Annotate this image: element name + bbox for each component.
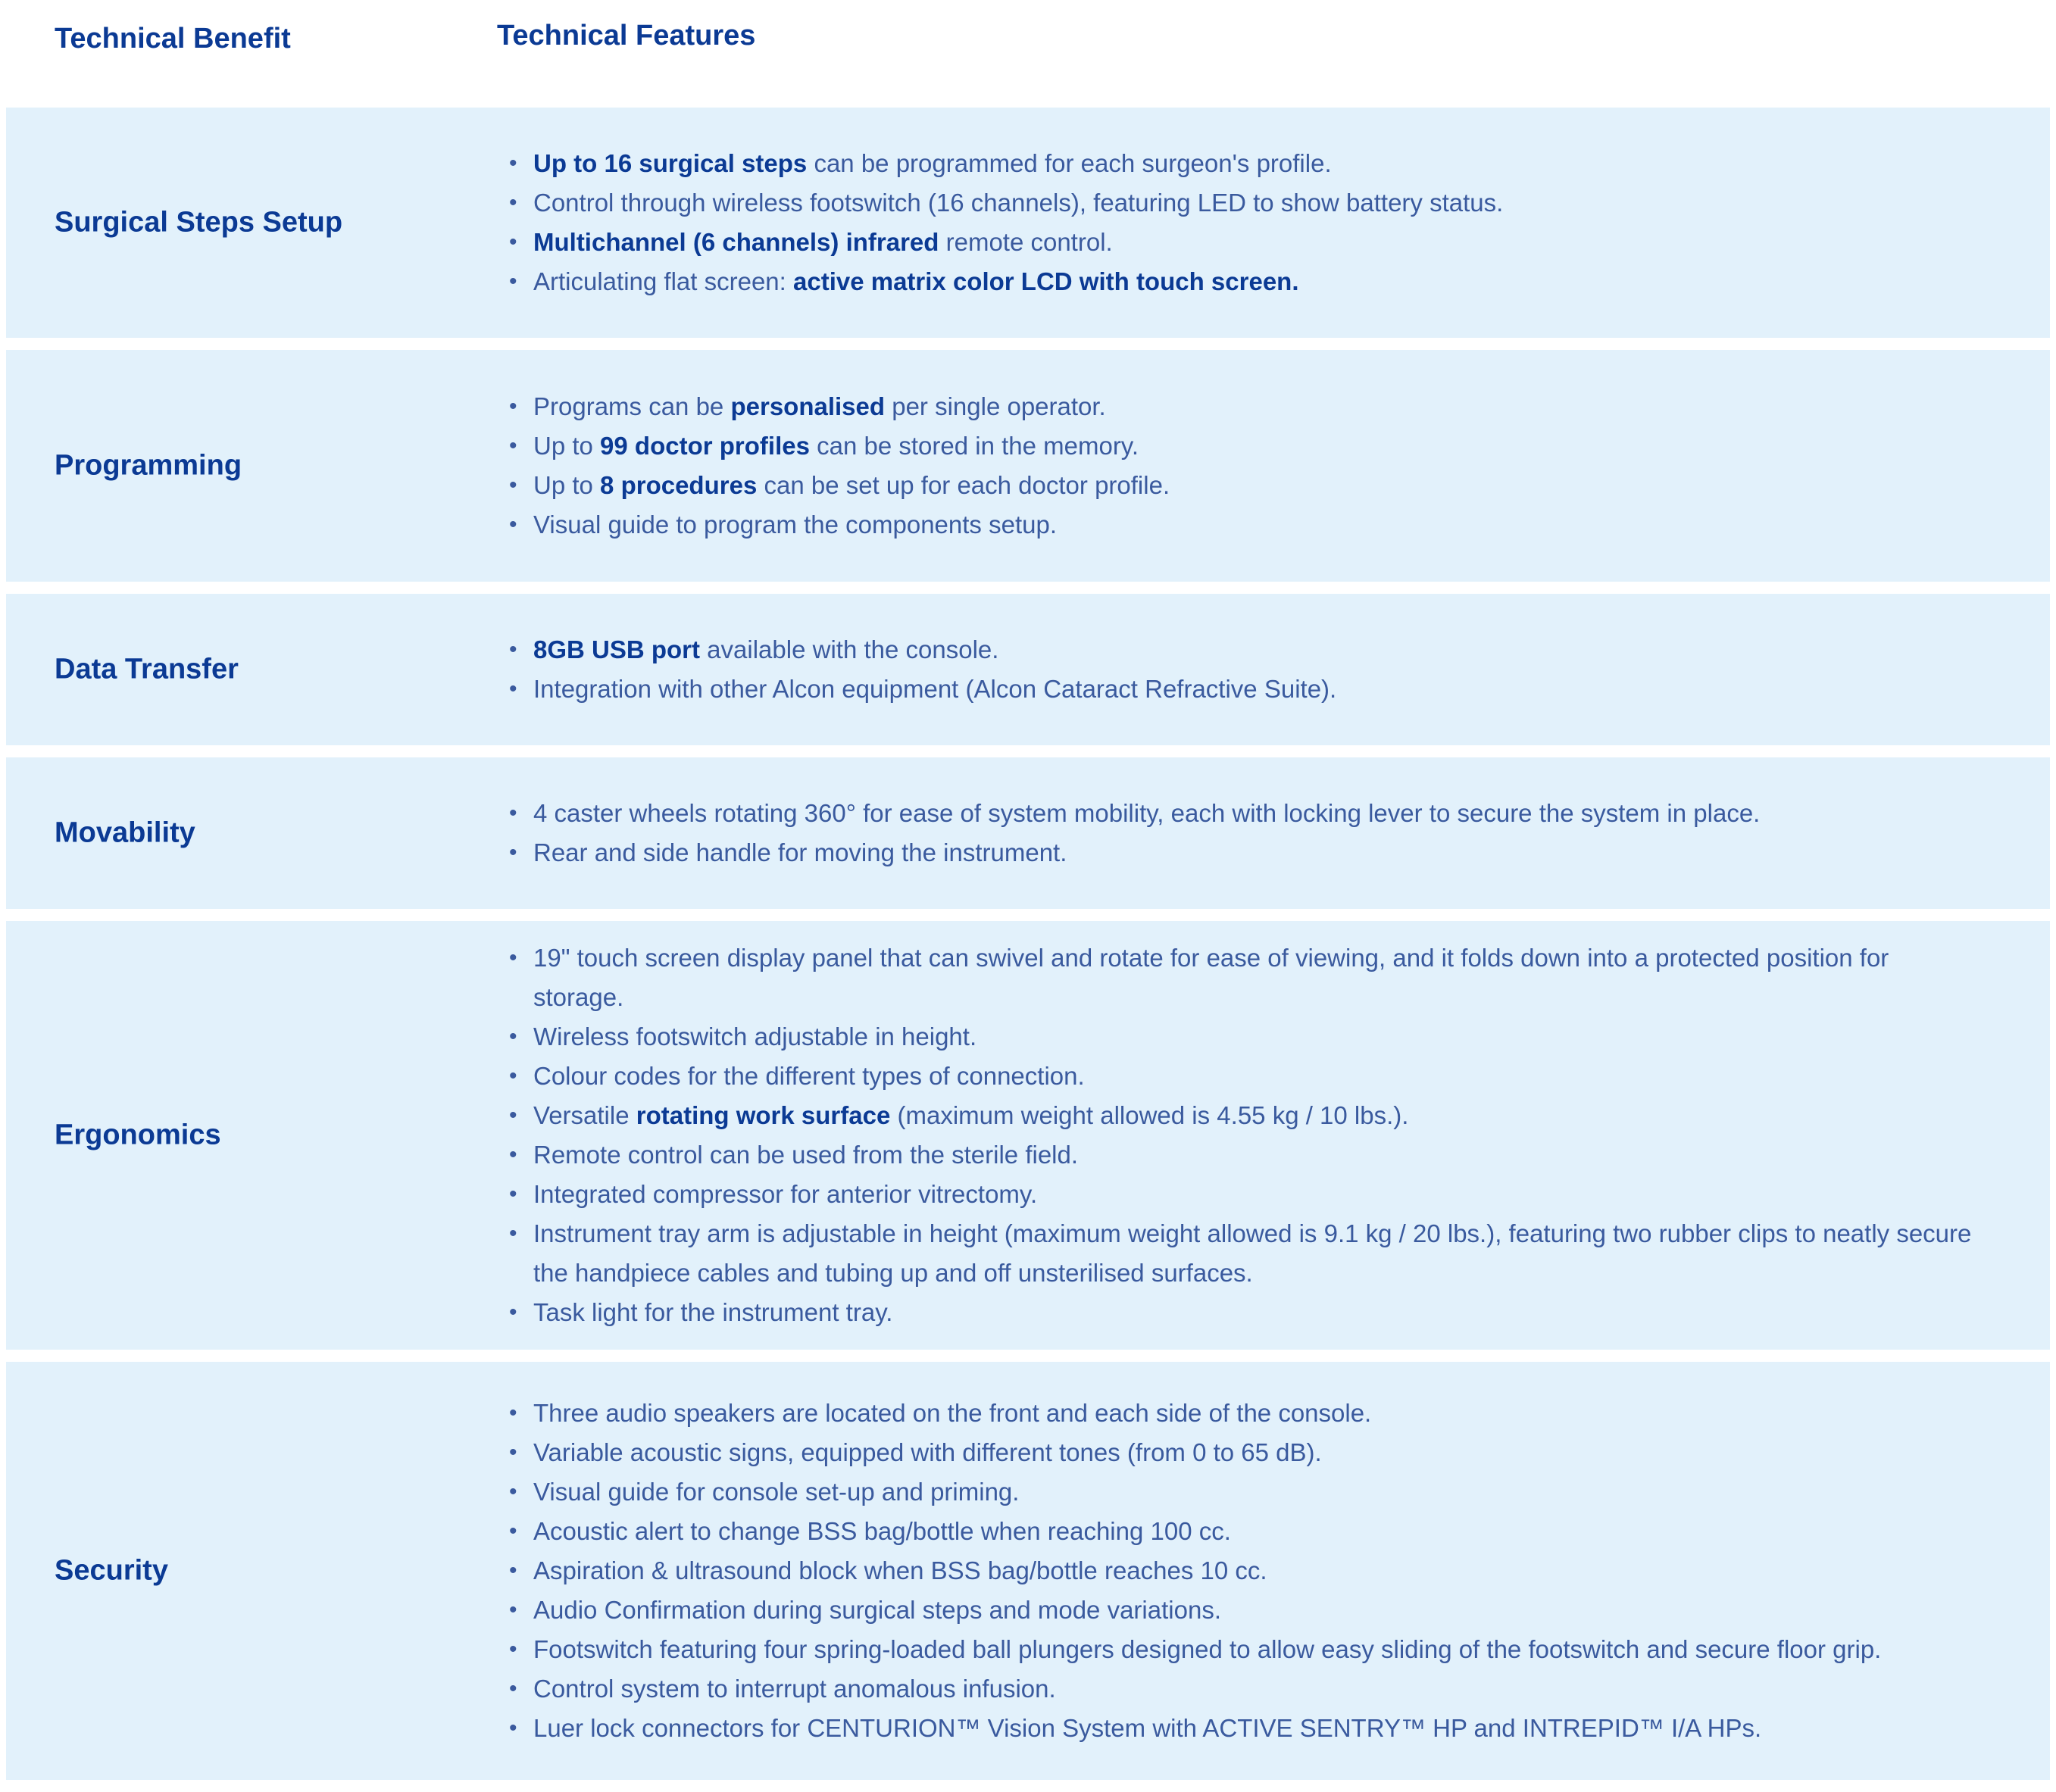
feature-item	[509, 1017, 1974, 1057]
feature-text: Control through wireless footswitch (16 channels), featuring LED to show battery status.	[533, 189, 1504, 217]
bullet-icon: •	[509, 1519, 517, 1544]
feature-text: Aspiration & ultrasound block when BSS bag/bottle reaches 10 cc.	[533, 1556, 1267, 1584]
feature-item	[509, 1135, 1974, 1175]
bullet-icon: •	[509, 1716, 517, 1740]
feature-item	[509, 670, 1974, 709]
feature-text: remote control.	[939, 228, 1113, 256]
feature-text: Three audio speakers are located on the front and each side of the console.	[533, 1399, 1372, 1427]
feature-text: Versatile	[533, 1101, 636, 1129]
feature-text-bold: 8GB USB port	[533, 635, 701, 663]
feature-text: Wireless footswitch adjustable in height.	[533, 1022, 977, 1051]
feature-text: Variable acoustic signs, equipped with different tones (from 0 to 65 dB).	[533, 1438, 1322, 1466]
feature-text-bold: Up to 16 surgical steps	[533, 149, 808, 177]
feature-text: Luer lock connectors for CENTURION™ Vision System with ACTIVE SENTRY™ HP and INTREPID™ I/A HPs.	[533, 1714, 1762, 1742]
feature-text-bold: rotating work surface	[636, 1101, 891, 1129]
bullet-icon: •	[509, 676, 517, 701]
feature-item	[509, 1293, 1974, 1332]
feature-item	[509, 1394, 1974, 1433]
bullet-icon: •	[509, 473, 517, 498]
row-benefit-label: Surgical Steps Setup	[55, 206, 343, 239]
bullet-icon: •	[509, 1103, 517, 1128]
feature-item	[509, 1551, 1974, 1591]
header-technical-features: Technical Features	[497, 20, 756, 52]
bullet-icon: •	[509, 1063, 517, 1088]
feature-text: Remote control can be used from the sterile field.	[533, 1141, 1079, 1169]
row-benefit-label: Programming	[55, 449, 242, 482]
feature-text: Instrument tray arm is adjustable in height (maximum weight allowed is 9.1 kg / 20 lbs.), featuring two rubber clips to neatly secure the handpiece cables and tubing up and off unsterilised surfaces.	[533, 1219, 1972, 1287]
feature-text: can be programmed for each surgeon's profile.	[807, 149, 1332, 177]
table-row	[6, 108, 2050, 338]
table-row	[6, 350, 2050, 582]
feature-list	[509, 387, 1974, 545]
feature-item	[509, 794, 1974, 833]
bullet-icon: •	[509, 229, 517, 254]
feature-text: Acoustic alert to change BSS bag/bottle when reaching 100 cc.	[533, 1517, 1231, 1545]
feature-text: Integration with other Alcon equipment (Alcon Cataract Refractive Suite).	[533, 675, 1337, 703]
feature-item	[509, 1214, 1974, 1293]
feature-text: Task light for the instrument tray.	[533, 1298, 893, 1326]
feature-text-bold: Multichannel (6 channels) infrared	[533, 228, 939, 256]
feature-text: Footswitch featuring four spring-loaded ball plungers designed to allow easy sliding of the footswitch and secure floor grip.	[533, 1635, 1882, 1663]
feature-text-bold: personalised	[730, 392, 886, 420]
row-benefit-label: Data Transfer	[55, 653, 239, 685]
feature-item	[509, 1512, 1974, 1551]
feature-item	[509, 144, 1974, 183]
feature-item	[509, 426, 1974, 466]
feature-item	[509, 1096, 1974, 1135]
bullet-icon: •	[509, 1142, 517, 1167]
bullet-icon: •	[509, 1558, 517, 1583]
bullet-icon: •	[509, 512, 517, 537]
bullet-icon: •	[509, 1400, 517, 1425]
bullet-icon: •	[509, 1440, 517, 1465]
feature-item	[509, 938, 1974, 1017]
bullet-icon: •	[509, 1300, 517, 1325]
bullet-icon: •	[509, 1182, 517, 1207]
table-body	[6, 108, 2050, 1792]
feature-text: Integrated compressor for anterior vitrectomy.	[533, 1180, 1038, 1208]
bullet-icon: •	[509, 151, 517, 176]
bullet-icon: •	[509, 433, 517, 458]
feature-text: Rear and side handle for moving the instrument.	[533, 838, 1067, 866]
feature-list	[509, 630, 1974, 709]
row-benefit-label: Movability	[55, 816, 195, 849]
feature-text-bold: active matrix color LCD with touch screen.	[793, 267, 1299, 295]
feature-text: can be stored in the memory.	[809, 432, 1139, 460]
feature-list	[509, 938, 1974, 1332]
bullet-icon: •	[509, 269, 517, 294]
feature-text: 19" touch screen display panel that can swivel and rotate for ease of viewing, and it folds down into a protected position for storage.	[533, 944, 1889, 1011]
feature-list	[509, 144, 1974, 301]
bullet-icon: •	[509, 1676, 517, 1701]
feature-text: Control system to interrupt anomalous infusion.	[533, 1675, 1056, 1703]
feature-item	[509, 1591, 1974, 1630]
feature-item	[509, 387, 1974, 426]
feature-text: Visual guide to program the components setup.	[533, 510, 1057, 539]
feature-text: can be set up for each doctor profile.	[757, 471, 1170, 499]
feature-text: (maximum weight allowed is 4.55 kg / 10 lbs.).	[890, 1101, 1409, 1129]
bullet-icon: •	[509, 840, 517, 865]
bullet-icon: •	[509, 801, 517, 826]
header-technical-benefit: Technical Benefit	[55, 23, 291, 55]
feature-text: Programs can be	[533, 392, 731, 420]
bullet-icon: •	[509, 1024, 517, 1049]
feature-text: Colour codes for the different types of connection.	[533, 1062, 1085, 1090]
feature-item	[509, 1472, 1974, 1512]
bullet-icon: •	[509, 1597, 517, 1622]
bullet-icon: •	[509, 637, 517, 662]
bullet-icon: •	[509, 1479, 517, 1504]
bullet-icon: •	[509, 190, 517, 215]
feature-item	[509, 466, 1974, 505]
table-row	[6, 1362, 2050, 1780]
feature-item	[509, 1630, 1974, 1669]
feature-item	[509, 1175, 1974, 1214]
bullet-icon: •	[509, 1221, 517, 1246]
feature-item	[509, 223, 1974, 262]
bullet-icon: •	[509, 1637, 517, 1662]
feature-text: Audio Confirmation during surgical steps and mode variations.	[533, 1596, 1221, 1624]
feature-list	[509, 794, 1974, 873]
table-header	[0, 0, 2056, 106]
table-row	[6, 757, 2050, 909]
table-row	[6, 594, 2050, 745]
feature-text: Up to	[533, 471, 601, 499]
row-benefit-label: Security	[55, 1554, 168, 1587]
feature-text: 4 caster wheels rotating 360° for ease of system mobility, each with locking lever to secure the system in place.	[533, 799, 1761, 827]
feature-text: per single operator.	[885, 392, 1106, 420]
feature-item	[509, 505, 1974, 545]
feature-item	[509, 630, 1974, 670]
feature-text-bold: 8 procedures	[600, 471, 758, 499]
feature-text: Articulating flat screen:	[533, 267, 793, 295]
feature-text: Up to	[533, 432, 601, 460]
feature-item	[509, 1669, 1974, 1709]
feature-text: Visual guide for console set-up and priming.	[533, 1478, 1020, 1506]
feature-text: available with the console.	[700, 635, 999, 663]
feature-item	[509, 833, 1974, 873]
row-benefit-label: Ergonomics	[55, 1119, 221, 1151]
feature-item	[509, 1433, 1974, 1472]
feature-item	[509, 262, 1974, 301]
feature-text-bold: 99 doctor profiles	[600, 432, 810, 460]
feature-item	[509, 183, 1974, 223]
table-row	[6, 921, 2050, 1350]
bullet-icon: •	[509, 394, 517, 419]
feature-item	[509, 1709, 1974, 1748]
feature-item	[509, 1057, 1974, 1096]
feature-list	[509, 1394, 1974, 1748]
bullet-icon: •	[509, 945, 517, 970]
